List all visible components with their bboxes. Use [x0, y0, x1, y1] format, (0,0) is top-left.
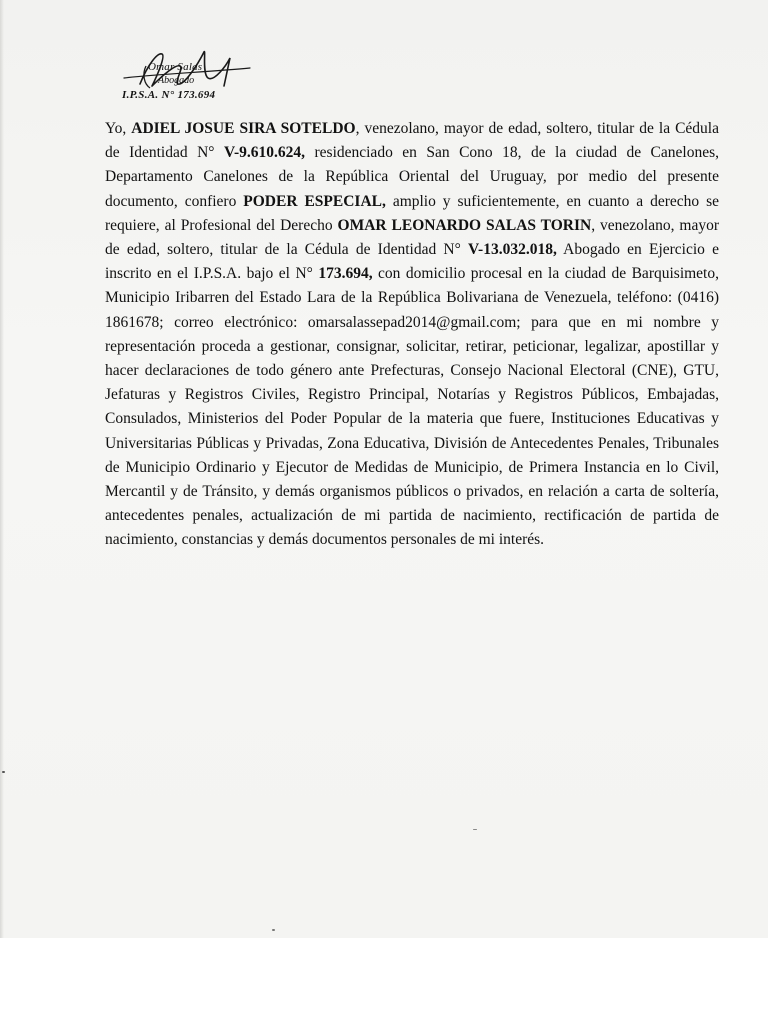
- power-of-attorney-paragraph: [105, 117, 719, 553]
- text-run: Abogado en Ejercicio e inscrito en el I.P.S.A. bajo el N°: [105, 241, 719, 283]
- text-run: Yo,: [105, 120, 132, 137]
- bold-text-run: 173.694,: [318, 265, 373, 283]
- text-run: , venezolano, mayor de edad, soltero, titular de la Cédula de Identidad N°: [105, 120, 719, 162]
- scan-speck: [473, 829, 477, 830]
- bold-text-run: ADIEL JOSUE SIRA SOTELDO: [131, 120, 356, 137]
- page-edge-shadow: [0, 0, 4, 938]
- text-run: , venezolano, mayor de edad, soltero, titular de la Cédula de Identidad N°: [105, 216, 719, 259]
- lawyer-stamp-signature: [118, 44, 258, 108]
- scan-speck: [2, 771, 5, 773]
- stamp-title: Abogado: [158, 75, 195, 86]
- bold-text-run: V-9.610.624,: [223, 144, 306, 162]
- text-run: con domicilio procesal en la ciudad de Barquisimeto, Municipio Iribarren del Estado Lara de la República Bolivariana de Venezuela, teléfono: (0416) 1861678; correo electrónico: omarsalassepad2014@gmail.com; para que en mi nombre y representación proceda a gestionar, consignar, solicitar, retirar, peticionar, legalizar, apostillar y hacer declaraciones de todo género ante Prefecturas, Consejo Nacional Electoral (CNE), GTU, Jefaturas y Registros Civiles, Registro Principal, Notarías y Registros Públicos, Embajadas, Consulados, Ministerios del Poder Popular de la materia que fuere, Instituciones Educativas y Universitarias Públicas y Privadas, Zona Educativa, División de Antecedentes Penales, Tribunales de Municipio Ordinario y Ejecutor de Medidas de Municipio, de Primera Instancia en lo Civil, Mercantil y de Tránsito, y demás organismos públicos o privados, en relación a carta de soltería, antecedentes penales, actualización de mi partida de nacimiento, rectificación de partida de nacimiento, constancias y demás documentos personales de mi interés.: [105, 265, 719, 549]
- scan-speck: [272, 929, 275, 931]
- bold-text-run: OMAR LEONARDO SALAS TORIN: [337, 216, 592, 234]
- stamp-name: Omar Salas: [148, 61, 203, 73]
- text-run: amplio y suficientemente, en cuanto a derecho se requiere, al Profesional del Derecho: [105, 192, 719, 234]
- bold-text-run: V-13.032.018,: [467, 241, 557, 259]
- bold-text-run: PODER ESPECIAL,: [243, 192, 386, 210]
- text-run: residenciado en San Cono 18, de la ciudad de Canelones, Departamento Canelones de la República Oriental del Uruguay, por medio del presente documento, confiero: [105, 144, 719, 210]
- stamp-registration-number: I.P.S.A. N° 173.694: [122, 89, 216, 101]
